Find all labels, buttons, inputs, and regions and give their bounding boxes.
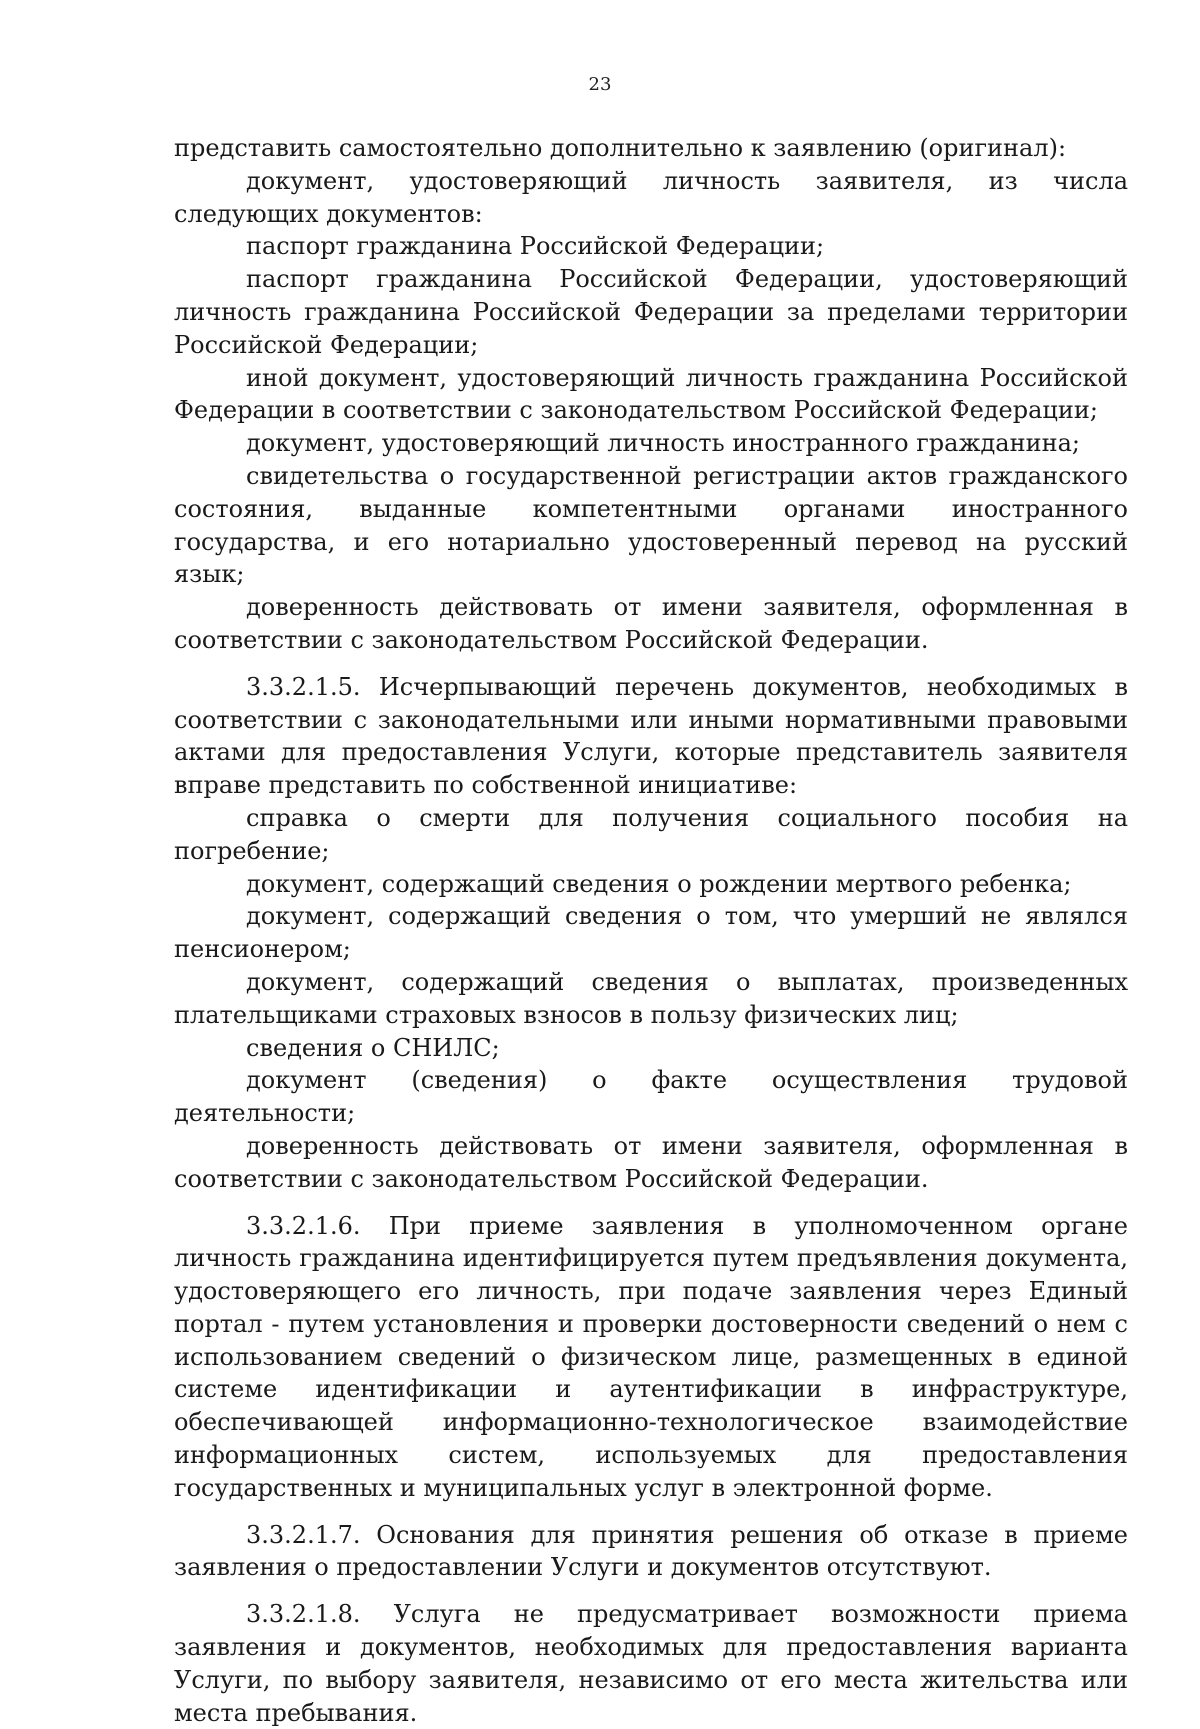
section-paragraph: 3.3.2.1.6. При приеме заявления в уполномоченном органе личность гражданина идентифицируется путем предъявления документа, удостоверяющего его личность, при подаче заявления через Единый портал - путем установления и проверки достоверности сведений о нем с использованием сведений о физическом лице, размещенных в единой системе идентификации и аутентификации в инфраструктуре, обеспечивающей информационно-технологическое взаимодействие информационных систем, используемых для предоставления государственных и муниципальных услуг в электронной форме. bbox=[174, 1211, 1128, 1502]
list-item: доверенность действовать от имени заявителя, оформленная в соответствии с законодательством Российской Федерации. bbox=[174, 1131, 1128, 1193]
list-item: доверенность действовать от имени заявителя, оформленная в соответствии с законодательством Российской Федерации. bbox=[174, 593, 1128, 654]
document-body bbox=[174, 132, 1128, 1729]
list-item: документ, содержащий сведения о выплатах, произведенных плательщиками страховых взносов в пользу физических лиц; bbox=[174, 967, 1128, 1029]
list-item: паспорт гражданина Российской Федерации; bbox=[246, 232, 825, 261]
list-item: документ, удостоверяющий личность иностранного гражданина; bbox=[246, 429, 1080, 458]
section-paragraph: 3.3.2.1.5. Исчерпывающий перечень документов, необходимых в соответствии с законодательными или иными нормативными правовыми актами для предоставления Услуги, которые представитель заявителя вправе представить по собственной инициативе: bbox=[174, 672, 1128, 800]
list-item: документ, содержащий сведения о рождении мертвого ребенка; bbox=[246, 869, 1072, 898]
list-item: паспорт гражданина Российской Федерации, удостоверяющий личность гражданина Российской Федерации за пределами территории Российской Федерации; bbox=[174, 265, 1128, 359]
paragraph: представить самостоятельно дополнительно к заявлению (оригинал): bbox=[174, 134, 1067, 162]
list-item: свидетельства о государственной регистрации актов гражданского состояния, выданные компетентными органами иностранного государства, и его нотариально удостоверенный перевод на русский язык; bbox=[174, 461, 1128, 589]
section-paragraph: 3.3.2.1.7. Основания для принятия решения об отказе в приеме заявления о предоставлении Услуги и документов отсутствуют. bbox=[174, 1520, 1128, 1582]
page-number: 23 bbox=[588, 74, 612, 95]
list-item: документ (сведения) о факте осуществления трудовой деятельности; bbox=[174, 1066, 1128, 1128]
list-item: сведения о СНИЛС; bbox=[246, 1033, 500, 1062]
paragraph: документ, удостоверяющий личность заявителя, из числа следующих документов: bbox=[174, 166, 1128, 228]
list-item: документ, содержащий сведения о том, что умерший не являлся пенсионером; bbox=[174, 902, 1128, 964]
list-item: справка о смерти для получения социального пособия на погребение; bbox=[174, 803, 1128, 865]
section-paragraph: 3.3.2.1.8. Услуга не предусматривает возможности приема заявления и документов, необходимых для предоставления варианта Услуги, по выбору заявителя, независимо от его места жительства или места пребывания. bbox=[174, 1600, 1128, 1727]
list-item: иной документ, удостоверяющий личность гражданина Российской Федерации в соответствии с законодательством Российской Федерации; bbox=[174, 363, 1128, 425]
